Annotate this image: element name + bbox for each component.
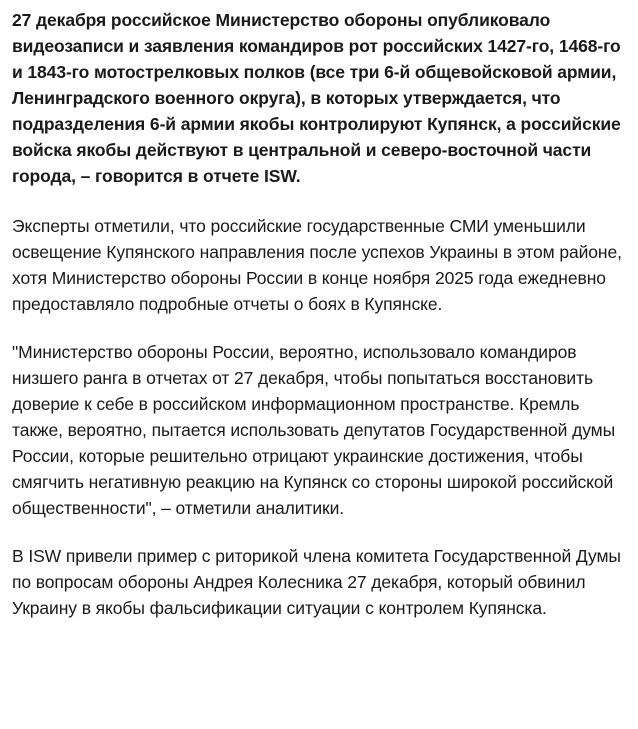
paragraph-experts: Эксперты отметили, что российские государственные СМИ уменьшили освещение Купянского направления после успехов Украины в этом районе, хотя Министерство обороны России в конце ноября 2025 года ежедневно предоставляло подробные отчеты о боях в Купянске.	[12, 216, 622, 314]
lead-paragraph: 27 декабря российское Министерство обороны опубликовало видеозаписи и заявления командиров рот российских 1427-го, 1468-го и 1843-го мотострелковых полков (все три 6-й общевойсковой армии, Ленинградского военного округа), в которых утверждается, что подразделения 6-й армии якобы контролируют Купянск, а российские войска якобы действуют в центральной и северо-восточной части города, – говорится в отчете ISW.	[12, 10, 621, 186]
paragraph-isw-example: В ISW привели пример с риторикой члена комитета Государственной Думы по вопросам обороны Андрея Колесника 27 декабря, который обвинил Украину в якобы фальсификации ситуации с контролем Купянска.	[12, 546, 621, 618]
paragraph-quote: "Министерство обороны России, вероятно, использовало командиров низшего ранга в отчетах от 27 декабря, чтобы попытаться восстановить доверие к себе в российском информационном пространстве. Кремль также, вероятно, пытается использовать депутатов Государственной думы России, которые решительно отрицают украинские достижения, чтобы смягчить негативную реакцию на Купянск со стороны широкой российской общественности", – отметили аналитики.	[12, 342, 616, 518]
